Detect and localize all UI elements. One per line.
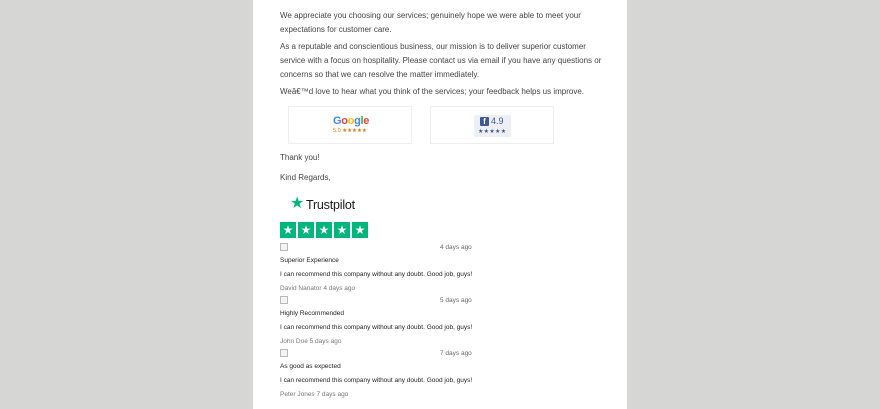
google-rating-value: 5.0 <box>333 128 341 134</box>
google-logo-letter: o <box>341 115 348 127</box>
google-logo-letter: l <box>360 115 364 127</box>
trustpilot-star-box: ★ <box>316 222 332 238</box>
intro-paragraph: We appreciate you choosing our services; genuinely hope we were able to meet your expectations for customer care. <box>280 11 581 34</box>
review-image-icon <box>280 349 288 357</box>
regards-text: Kind Regards, <box>280 173 331 182</box>
google-logo-letter: e <box>363 115 370 127</box>
google-logo <box>333 115 369 127</box>
review-text: I can recommend this company without any doubt. Good job, guys! <box>280 271 473 278</box>
review-text: I can recommend this company without any doubt. Good job, guys! <box>280 377 473 384</box>
google-logo-letter: o <box>347 115 355 127</box>
review-author: David Nanator 4 days ago <box>280 285 356 292</box>
review-time: 7 days ago <box>440 350 472 357</box>
review-time: 4 days ago <box>440 244 472 251</box>
review-badges <box>288 106 556 145</box>
review-title: Superior Experience <box>280 257 339 264</box>
google-logo-letter: g <box>354 115 361 127</box>
trustpilot-rating-stars <box>280 222 369 239</box>
mission-paragraph: As a reputable and conscientious business, our mission is to deliver superior customer service with a focus on hospitality. Please contact us via email if you have any questions or concerns so that we can resolve the matter immediately. <box>280 42 602 79</box>
review-image-icon <box>280 243 288 251</box>
facebook-rating-value: 4.9 <box>491 116 504 126</box>
review-title: As good as expected <box>280 363 341 370</box>
feedback-paragraph: Weâ€™d love to hear what you think of the services; your feedback helps us improve. <box>280 87 585 96</box>
facebook-icon: f <box>480 117 489 126</box>
google-rating-stars: ★★★★★ <box>342 128 367 134</box>
facebook-rating-box <box>474 115 511 137</box>
google-logo-letter: G <box>333 115 342 127</box>
review-author: John Doe 5 days ago <box>280 338 342 345</box>
facebook-rating-stars: ★★★★★ <box>478 129 507 135</box>
google-review-badge[interactable] <box>288 106 412 144</box>
google-rating <box>333 128 367 134</box>
review-title: Highly Recommended <box>280 310 344 317</box>
trustpilot-star-box: ★ <box>298 222 314 238</box>
trustpilot-wordmark: Trustpilot <box>306 198 355 212</box>
review-image-icon <box>280 296 288 304</box>
review-time: 5 days ago <box>440 297 472 304</box>
review-text: I can recommend this company without any doubt. Good job, guys! <box>280 324 473 331</box>
email-card <box>253 0 627 409</box>
trustpilot-star-box: ★ <box>334 222 350 238</box>
review-author: Peter Jones 7 days ago <box>280 391 349 398</box>
facebook-review-badge[interactable] <box>430 106 554 144</box>
thanks-text: Thank you! <box>280 153 320 162</box>
trustpilot-star-box: ★ <box>352 222 368 238</box>
trustpilot-star-icon: ★ <box>290 195 305 212</box>
trustpilot-star-box: ★ <box>280 222 296 238</box>
